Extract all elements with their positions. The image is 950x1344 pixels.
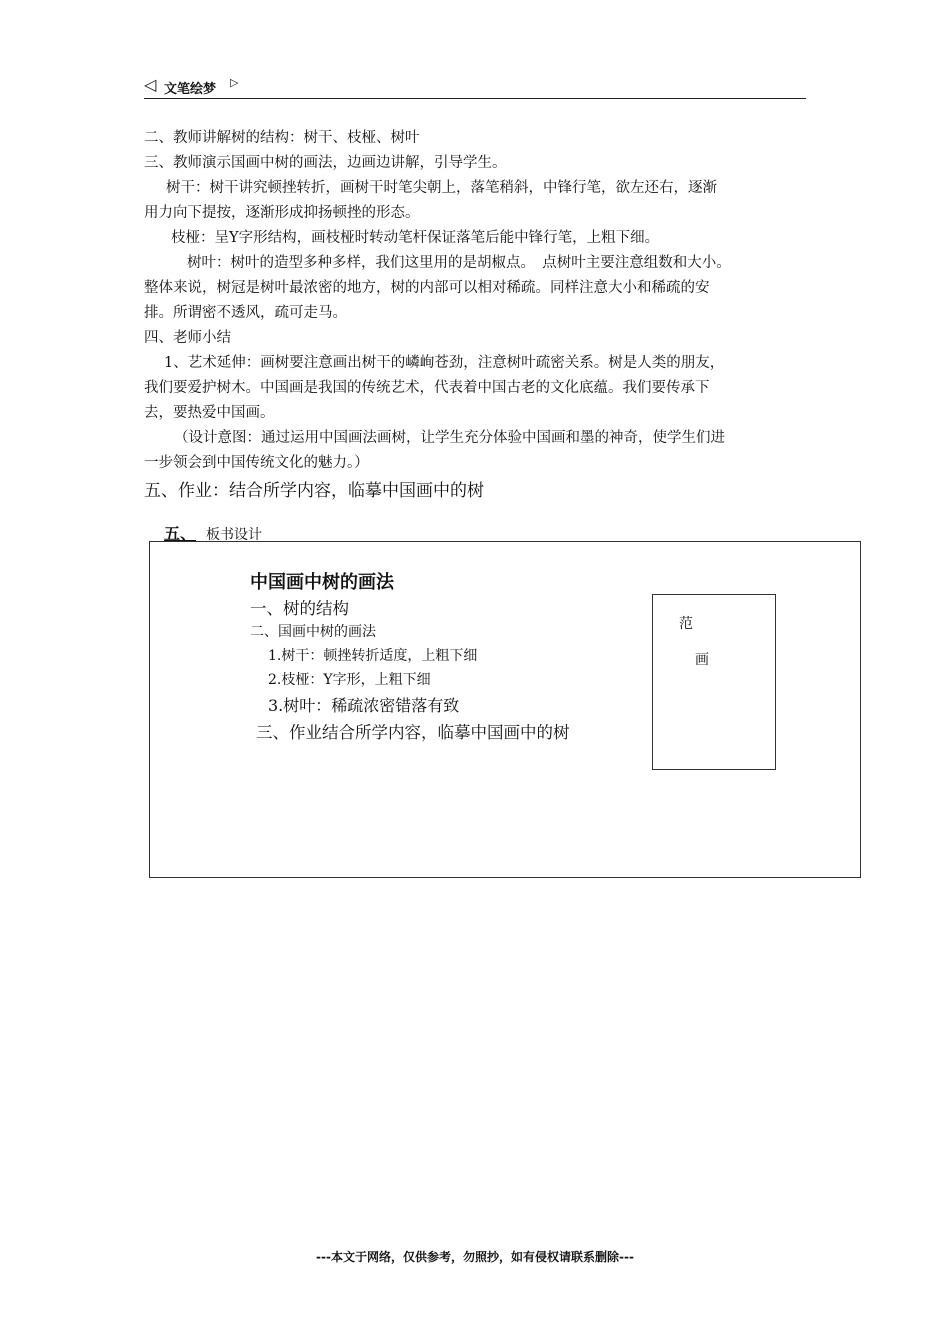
body-line: 树干：树干讲究顿挫转折，画树干时笔尖朝上，落笔稍斜，中锋行笔，欲左还右，逐渐: [166, 180, 717, 196]
blackboard-design-box: [149, 541, 861, 878]
sample-painting-box: [652, 594, 776, 770]
body-line: （设计意图：通过运用中国画法画树，让学生充分体验中国画和墨的神奇，使学生们进: [174, 430, 725, 446]
body-line: 整体来说，树冠是树叶最浓密的地方，树的内部可以相对稀疏。同样注意大小和稀疏的安: [144, 280, 710, 296]
page-header: [144, 74, 806, 99]
triangle-left-icon: ◁: [144, 75, 157, 94]
body-line: 枝桠：呈Y字形结构，画枝桠时转动笔杆保证落笔后能中锋行笔，上粗下细。: [171, 230, 660, 246]
triangle-right-icon: ▷: [230, 76, 239, 89]
body-line: 四、老师小结: [144, 330, 231, 346]
body-line: 去，要热爱中国画。: [144, 405, 275, 421]
homework-line: 五、作业：结合所学内容，临摹中国画中的树: [144, 481, 484, 501]
body-line: 1、艺术延伸：画树要注意画出树干的嶙峋苍劲，注意树叶疏密关系。树是人类的朋友，: [164, 355, 725, 371]
body-line: 三、教师演示国画中树的画法，边画边讲解，引导学生。: [144, 155, 507, 171]
header-title: 文笔绘梦: [164, 82, 217, 97]
footer-disclaimer: ---本文于网络，仅供参考，勿照抄，如有侵权请联系删除---: [316, 1250, 634, 1264]
board-section-label: 板书设计: [206, 527, 263, 543]
board-line: 3.树叶：稀疏浓密错落有致: [268, 696, 460, 715]
sample-label-char: 范: [679, 616, 693, 632]
body-line: 树叶：树叶的造型多种多样，我们这里用的是胡椒点。 点树叶主要注意组数和大小。: [187, 255, 731, 271]
board-line: 一、树的结构: [250, 599, 349, 618]
board-title: 中国画中树的画法: [250, 572, 394, 593]
body-line: 用力向下提按，逐渐形成抑扬顿挫的形态。: [144, 205, 420, 221]
board-section-number: 五、: [164, 524, 197, 543]
board-line: 2.枝桠：Y字形，上粗下细: [268, 672, 431, 688]
body-line: 排。所谓密不透风，疏可走马。: [144, 305, 347, 321]
body-line: 我们要爱护树木。中国画是我国的传统艺术，代表着中国古老的文化底蕴。我们要传承下: [144, 380, 710, 396]
sample-label-char: 画: [695, 652, 709, 668]
board-line: 1.树干：顿挫转折适度，上粗下细: [268, 648, 478, 664]
body-line: 二、教师讲解树的结构：树干、枝桠、树叶: [144, 130, 420, 146]
board-line: 三、作业结合所学内容，临摹中国画中的树: [256, 723, 570, 742]
body-line: 一步领会到中国传统文化的魅力。）: [144, 455, 369, 471]
lesson-body: [144, 126, 814, 506]
board-line: 二、国画中树的画法: [250, 624, 376, 640]
